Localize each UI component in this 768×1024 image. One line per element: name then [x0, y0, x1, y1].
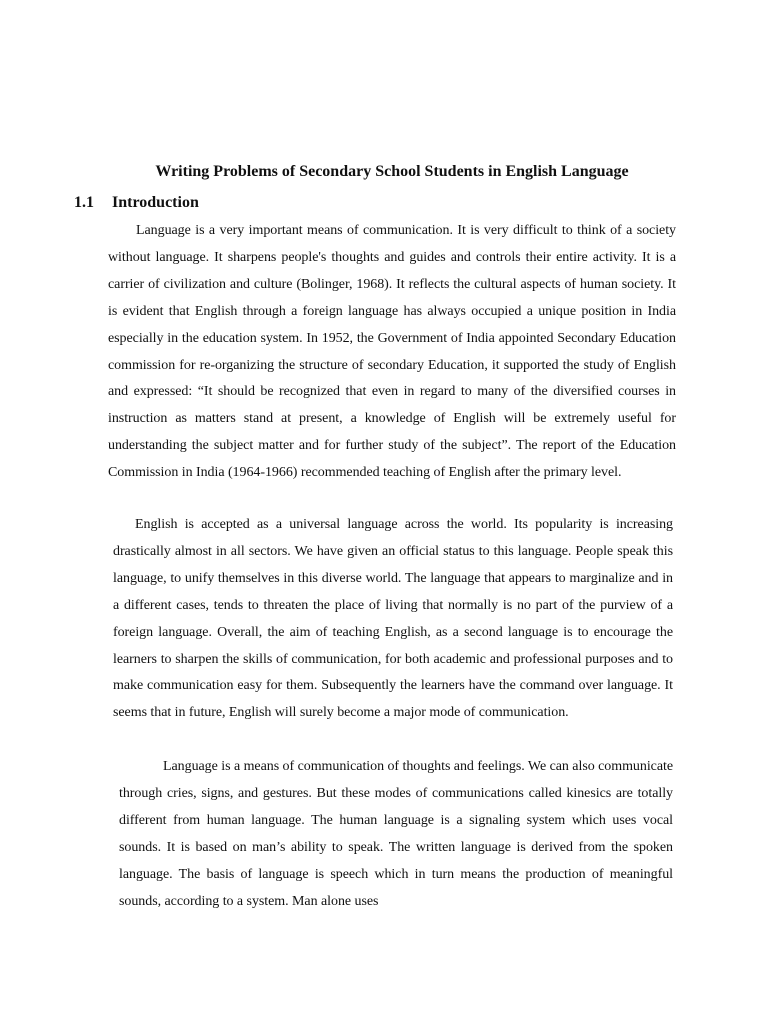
- paragraph-2: English is accepted as a universal language across the world. Its popularity is increasing drastically almost in all sectors. We have given an official status to this language. People speak this language, to unify themselves in this diverse world. The language that appears to marginalize and in a different cases, tends to threaten the place of living that normally is no part of the purview of a foreign language. Overall, the aim of teaching English, as a second language is to encourage the learners to sharpen the skills of communication, for both academic and professional purposes and to make communication easy for them. Subsequently the learners have the command over language. It seems that in future, English will surely become a major mode of communication.: [113, 517, 673, 721]
- section-title: Introduction: [112, 194, 199, 211]
- paragraph-3: Language is a means of communication of thoughts and feelings. We can also communicate through cries, signs, and gestures. But these modes of communications called kinesics are totally different from human language. The human language is a signaling system which uses vocal sounds. It is based on man’s ability to speak. The written language is derived from the spoken language. The basis of language is speech which in turn means the production of meaningful sounds, according to a system. Man alone uses: [119, 759, 673, 909]
- section-heading: [74, 192, 199, 214]
- document-title: Writing Problems of Secondary School Students in English Language: [155, 163, 629, 180]
- paragraph-1: Language is a very important means of communication. It is very difficult to think of a society without language. It sharpens people's thoughts and guides and controls their entire activity. It is a carrier of civilization and culture (Bolinger, 1968). It reflects the cultural aspects of human society. It is evident that English through a foreign language has always occupied a unique position in India especially in the education system. In 1952, the Government of India appointed Secondary Education commission for re-organizing the structure of secondary Education, it supported the study of English and expressed: “It should be recognized that even in regard to many of the diversified courses in instruction as matters stand at present, a knowledge of English will be extremely useful for understanding the subject matter and for further study of the subject”. The report of the Education Commission in India (1964-1966) recommended teaching of English after the primary level.: [108, 223, 676, 481]
- section-number: 1.1: [74, 194, 94, 211]
